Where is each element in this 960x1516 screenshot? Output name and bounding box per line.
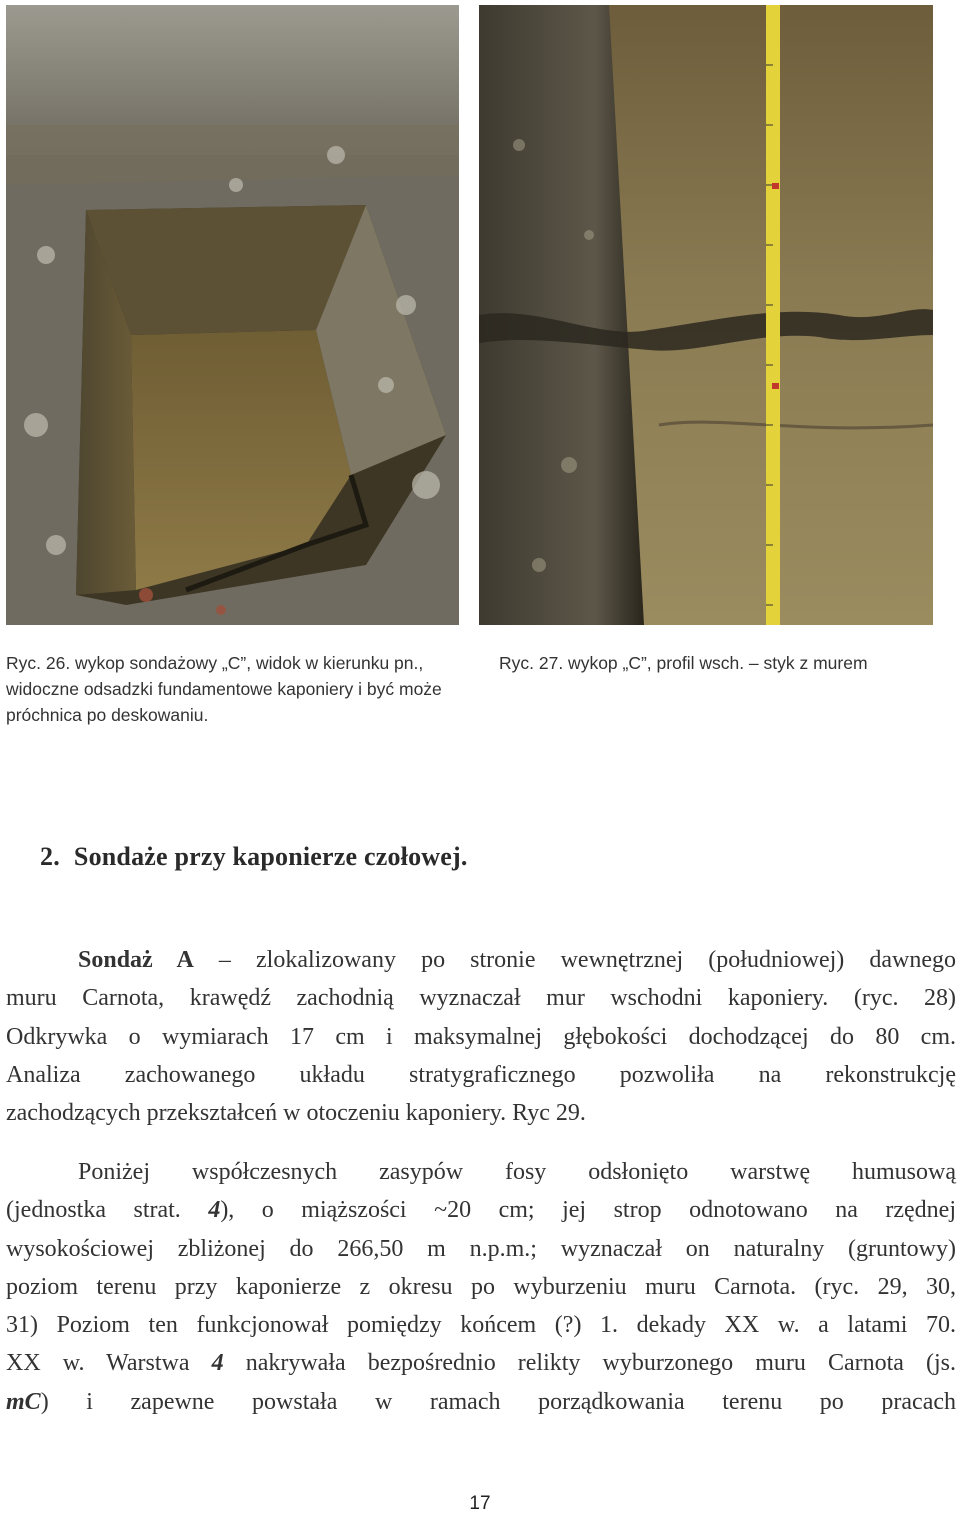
- sondaz-a-label: Sondaż A: [78, 947, 194, 973]
- para2-line6a: XX w. Warstwa: [6, 1350, 212, 1377]
- paragraph-sondaz-a: [6, 941, 956, 1132]
- para2-line4: poziom terenu przy kaponierze z okresu po wyburzeniu muru Carnota. (ryc. 29, 30,: [6, 1273, 956, 1300]
- paragraph-humus-layer: [6, 1153, 956, 1421]
- photo-test-pit: [6, 5, 459, 625]
- section-title: Sondaże przy kaponierze czołowej.: [73, 842, 468, 871]
- para1-line2: muru Carnota, krawędź zachodnią wyznaczał mur wschodni kaponiery. (ryc. 28): [6, 985, 956, 1012]
- para2-line6b: nakrywała bezpośrednio relikty wyburzonego muru Carnota (js.: [223, 1350, 956, 1377]
- unit-4-label-2: 4: [211, 1350, 224, 1377]
- para2-line1: Poniżej współczesnych zasypów fosy odsłonięto warstwę humusową: [78, 1159, 956, 1185]
- para2-line3: wysokościowej zbliżonej do 266,50 m n.p.m.; wyznaczał on naturalny (gruntowy): [6, 1235, 956, 1262]
- unit-mc-label: mC: [6, 1388, 41, 1415]
- para2-line5: 31) Poziom ten funkcjonował pomiędzy końcem (?) 1. dekady XX w. a latami 70.: [6, 1312, 956, 1339]
- section-heading: [40, 842, 468, 872]
- para1-line5: zachodzących przekształceń w otoczeniu kaponiery. Ryc 29.: [6, 1100, 586, 1127]
- para1-line1: – zlokalizowany po stronie wewnętrznej (południowej) dawnego: [193, 947, 956, 973]
- photo-test-pit-image: [6, 5, 459, 625]
- para2-line7: ) i zapewne powstała w ramach porządkowania terenu po pracach: [40, 1388, 956, 1415]
- para2-line2a: (jednostka strat.: [6, 1197, 209, 1224]
- figure-caption-26: Ryc. 26. wykop sondażowy „C”, widok w kierunku pn., widoczne odsadzki fundamentowe kaponiery i być może próchnica po deskowaniu.: [6, 653, 442, 725]
- page-number: 17: [469, 1493, 491, 1514]
- para1-line4: Analiza zachowanego układu stratygraficznego pozwoliła na rekonstrukcję: [6, 1061, 956, 1088]
- section-number: 2.: [40, 842, 60, 871]
- para2-line2b: ), o miąższości ~20 cm; jej strop odnotowano na rzędnej: [220, 1197, 957, 1224]
- measuring-tape: [766, 5, 780, 625]
- photo-profile-image: [479, 5, 933, 625]
- para1-line3: Odkrywka o wymiarach 17 cm i maksymalnej głębokości dochodzącej do 80 cm.: [6, 1023, 956, 1050]
- figure-caption-27: Ryc. 27. wykop „C”, profil wsch. – styk z murem: [499, 653, 868, 673]
- unit-4-label: 4: [208, 1197, 221, 1224]
- photo-profile-with-tape: [479, 5, 933, 625]
